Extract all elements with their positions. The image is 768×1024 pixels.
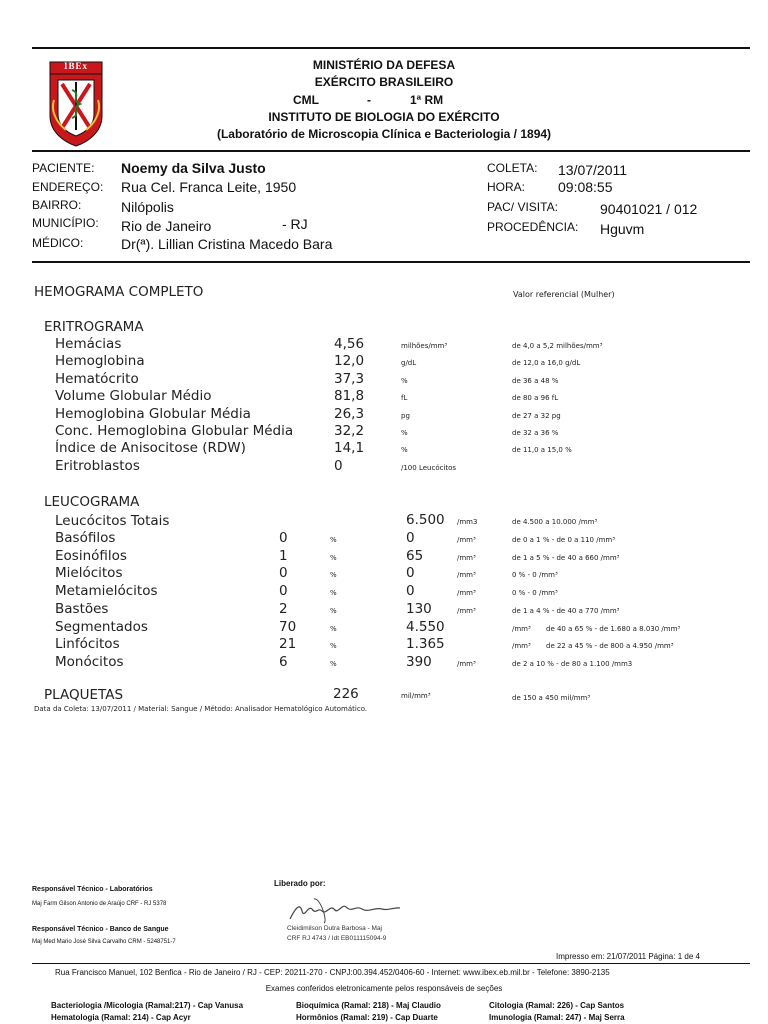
eritro-name: Conc. Hemoglobina Globular Média [55, 423, 294, 439]
eritro-ref: de 4,0 a 5,2 milhões/mm³ [512, 342, 603, 350]
leuco-pct-unit: % [330, 553, 337, 562]
exam-title: HEMOGRAMA COMPLETO [34, 284, 204, 300]
hora-value: 09:08:55 [558, 179, 613, 195]
leuco-name: Linfócitos [55, 636, 120, 653]
procedencia-value: Hguvm [600, 221, 645, 237]
leuco-abs: 0 [406, 530, 415, 546]
eritro-value: 12,0 [334, 353, 365, 370]
ref-title: Valor referencial (Mulher) [513, 290, 615, 299]
hora-label: HORA: [487, 180, 526, 194]
resp-lab-name: Maj Farm Gilson Antonio de Araújo CRF - RJ 5378 [32, 901, 167, 907]
leuco-name: Segmentados [55, 618, 148, 635]
leuco-unit: /mm³ [457, 536, 476, 544]
leuco-pct-unit: % [330, 606, 337, 615]
bairro-value: Nilópolis [121, 199, 174, 215]
eritro-unit: % [401, 429, 408, 437]
endereco-label: ENDEREÇO: [32, 180, 104, 194]
leuco-name: Mielócitos [55, 565, 123, 582]
pac-visita-value: 90401021 / 012 [600, 201, 698, 217]
eritro-value: 81,8 [334, 388, 365, 405]
leuco-total-name: Leucócitos Totais [55, 513, 170, 529]
leuco-pct-unit: % [330, 571, 337, 580]
leuco-abs: 0 [406, 565, 415, 582]
leuco-abs: 65 [406, 547, 424, 564]
eritro-value: 0 [334, 457, 343, 474]
footer-hormonios: Hormônios (Ramal: 219) - Cap Duarte [296, 1013, 438, 1022]
paciente-value: Noemy da Silva Justo [121, 160, 266, 176]
footer-bioquimica: Bioquímica (Ramal: 218) - Maj Claudio [296, 1001, 441, 1010]
leuco-total-unit: /mm3 [457, 518, 478, 526]
top-rule [32, 47, 750, 49]
header-rule [32, 150, 750, 152]
leuco-name: Eosinófilos [55, 547, 127, 564]
footer-imunologia: Imunologia (Ramal: 247) - Maj Serra [489, 1013, 625, 1022]
footer-address: Rua Francisco Manuel, 102 Benfica - Rio de Janeiro / RJ - CEP: 20211-270 - CNPJ:00.394.452/0406-60 - Internet: www.ibex.eb.mil.br - Telefone: 3890-2135 [55, 968, 610, 977]
eritro-value: 32,2 [334, 423, 365, 439]
leuco-name: Monócitos [55, 653, 124, 670]
leuco-ref: de 0 a 1 % - de 0 a 110 /mm³ [512, 536, 616, 544]
leuco-pct: 0 [279, 565, 288, 582]
stamp-line-1: Cleidimilson Dutra Barbosa - Maj [287, 925, 383, 932]
collection-note: Data da Coleta: 13/07/2011 / Material: Sangue / Método: Analisador Hematológico Automático. [34, 705, 368, 713]
resp-lab-title: Responsável Técnico - Laboratórios [32, 886, 153, 893]
eritro-unit: % [401, 446, 408, 455]
uf-value: - RJ [282, 216, 308, 232]
header-dash: - [367, 93, 371, 107]
eritro-value: 26,3 [334, 405, 365, 422]
leuco-ref: de 1 a 5 % - de 40 a 660 /mm³ [512, 553, 620, 562]
eritro-unit: /100 Leucócitos [401, 463, 457, 472]
eritro-name: Índice de Anisocitose (RDW) [55, 440, 246, 457]
footer-bacteriologia: Bacteriologia /Micologia (Ramal:217) - Cap Vanusa [51, 1001, 244, 1010]
bairro-label: BAIRRO: [32, 198, 82, 212]
leuco-total-value: 6.500 [406, 512, 445, 528]
impresso-em: Impresso em: 21/07/2011 Página: 1 de 4 [556, 952, 700, 961]
resp-bank-title: Responsável Técnico - Banco de Sangue [32, 926, 169, 933]
plaquetas-unit: mil/mm³ [401, 692, 431, 700]
leuco-unit: /mm³ [457, 659, 476, 668]
leuco-abs: 4.550 [406, 618, 445, 635]
eritro-unit: pg [401, 411, 410, 420]
leuco-name: Basófilos [55, 530, 116, 546]
stamp-line-2: CRF RJ 4743 / Idt EB011115094-9 [287, 935, 387, 942]
leuco-pct: 0 [279, 583, 288, 600]
pac-visita-label: PAC/ VISITA: [487, 200, 558, 214]
leuco-unit: /mm³ [512, 642, 531, 651]
leuco-pct-unit: % [330, 659, 337, 668]
plaquetas-name: PLAQUETAS [44, 687, 124, 703]
paciente-label: PACIENTE: [32, 161, 95, 175]
leuco-ref: de 1 a 4 % - de 40 a 770 /mm³ [512, 606, 620, 615]
header-line-instituto: INSTITUTO DE BIOLOGIA DO EXÉRCITO [268, 110, 500, 124]
eritro-ref: de 32 a 36 % [512, 429, 559, 437]
leuco-ref: de 40 a 65 % - de 1.680 a 8.030 /mm³ [546, 624, 681, 633]
municipio-value: Rio de Janeiro [121, 218, 212, 234]
leuco-total-ref: de 4.500 a 10.000 /mm³ [512, 518, 598, 526]
coleta-label: COLETA: [487, 161, 538, 175]
leuco-ref: 0 % - 0 /mm³ [512, 571, 558, 580]
leuco-ref: de 22 a 45 % - de 800 a 4.950 /mm³ [546, 642, 674, 651]
plaquetas-value: 226 [333, 686, 359, 702]
leuco-pct-unit: % [330, 642, 337, 651]
eritro-ref: de 80 a 96 fL [512, 394, 559, 403]
leuco-pct-unit: % [330, 536, 337, 544]
leucograma-title: LEUCOGRAMA [44, 494, 140, 510]
footer-hematologia: Hematologia (Ramal: 214) - Cap Acyr [51, 1013, 191, 1022]
leuco-ref: de 2 a 10 % - de 80 a 1.100 /mm3 [512, 659, 633, 668]
leuco-pct-unit: % [330, 624, 337, 633]
leuco-pct: 1 [279, 547, 288, 564]
procedencia-label: PROCEDÊNCIA: [487, 220, 579, 234]
leuco-unit: /mm³ [457, 589, 476, 598]
leuco-abs: 1.365 [406, 636, 445, 653]
header-cml: CML [293, 93, 319, 107]
eritro-unit: % [401, 376, 408, 385]
eritro-unit: fL [401, 394, 408, 403]
eritro-name: Hemácias [55, 336, 122, 352]
eritro-unit: milhões/mm³ [401, 342, 448, 350]
leuco-abs: 130 [406, 600, 432, 617]
leuco-pct: 70 [279, 618, 297, 635]
eritro-name: Hematócrito [55, 370, 139, 387]
header-line-laboratorio: (Laboratório de Microscopia Clínica e Bacteriologia / 1894) [216, 127, 552, 141]
leuco-name: Bastões [55, 600, 109, 617]
leuco-unit: /mm³ [457, 606, 476, 615]
leuco-pct: 21 [279, 636, 297, 653]
leuco-ref: 0 % - 0 /mm³ [512, 589, 558, 598]
leuco-unit: /mm³ [512, 624, 531, 633]
eritro-value: 4,56 [334, 336, 365, 352]
eritro-name: Volume Globular Médio [55, 388, 212, 405]
eritro-unit: g/dL [401, 359, 417, 368]
eritro-ref: de 11,0 a 15,0 % [512, 446, 572, 455]
footer-citologia: Citologia (Ramal: 226) - Cap Santos [489, 1001, 625, 1010]
leuco-name: Metamielócitos [55, 583, 158, 600]
leuco-pct: 6 [279, 653, 288, 670]
leuco-abs: 0 [406, 583, 415, 600]
eritro-value: 14,1 [334, 440, 365, 457]
leuco-abs: 390 [406, 653, 432, 670]
header-line-exercito: EXÉRCITO BRASILEIRO [314, 75, 454, 89]
leuco-unit: /mm³ [457, 571, 476, 580]
endereco-value: Rua Cel. Franca Leite, 1950 [121, 179, 297, 195]
footer-rule [32, 963, 750, 964]
plaquetas-ref: de 150 a 450 mil/mm³ [512, 694, 591, 702]
medico-value: Dr(ª). Lillian Cristina Macedo Bara [121, 236, 333, 252]
eritro-ref: de 36 a 48 % [512, 376, 559, 385]
eritro-name: Eritroblastos [55, 457, 140, 474]
municipio-label: MUNICÍPIO: [32, 216, 99, 230]
resp-bank-name: Maj Med Mario José Silva Carvalho CRM - 5248751-7 [32, 939, 176, 945]
header-rm: 1ª RM [410, 93, 444, 107]
leuco-pct: 2 [279, 600, 288, 617]
eritro-value: 37,3 [334, 370, 365, 387]
eritro-ref: de 12,0 a 16,0 g/dL [512, 359, 581, 368]
medico-label: MÉDICO: [32, 236, 84, 250]
eritro-name: Hemoglobina [55, 353, 145, 370]
leuco-pct: 0 [279, 530, 288, 546]
patient-rule [32, 261, 750, 263]
eritro-ref: de 27 a 32 pg [512, 411, 561, 420]
eritrograma-title: ERITROGRAMA [44, 319, 144, 335]
signature-image [284, 893, 406, 927]
leuco-pct-unit: % [330, 589, 337, 598]
logo-text: IBEx [63, 61, 88, 71]
eritro-name: Hemoglobina Globular Média [55, 405, 251, 422]
header-line-ministerio: MINISTÉRIO DA DEFESA [312, 58, 456, 72]
liberado-label: Liberado por: [274, 879, 326, 888]
footer-conferidos: Exames conferidos eletronicamente pelos responsáveis de seções [265, 984, 503, 993]
coleta-value: 13/07/2011 [558, 162, 628, 178]
leuco-unit: /mm³ [457, 553, 476, 562]
